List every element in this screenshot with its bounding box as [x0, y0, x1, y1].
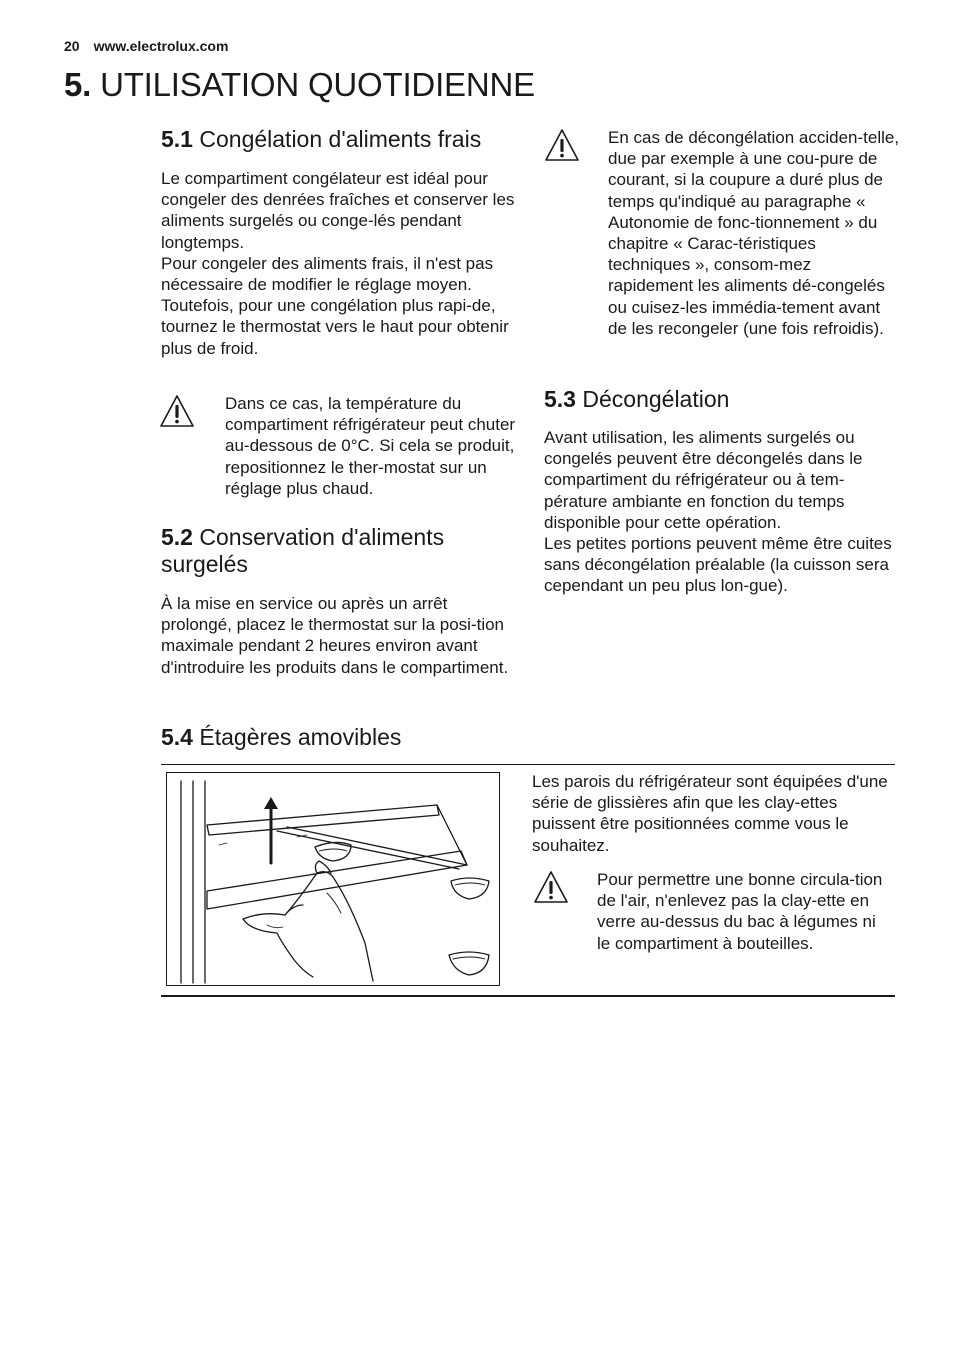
paragraph: Toutefois, pour une congélation plus rapi-de, tournez le thermostat vers le haut pour obtenir plus de froid. — [161, 296, 509, 358]
section-title: Étagères amovibles — [199, 724, 402, 750]
section-number: 5.2 — [161, 524, 193, 550]
section-title: Congélation d'aliments frais — [199, 126, 482, 152]
chapter-title-text: UTILISATION QUOTIDIENNE — [100, 66, 535, 103]
defrost-warning: En cas de décongélation acciden-telle, due par exemple à une cou-pure de courant, si la coupure a duré plus de temps qu'indiqué au paragraphe « Autonomie de fonc-tionnement » du chapitre « Carac-téristiques techniques », consom-mez rapidement les aliments dé-congelés ou cuisez-les immédia-tement avant de les recongeler (une fois refroidis). — [608, 128, 900, 338]
section-rule-bottom — [161, 995, 895, 997]
section-number: 5.3 — [544, 386, 576, 412]
shelf-illustration-svg — [167, 773, 499, 985]
section-rule-top — [161, 764, 895, 765]
warning-triangle-icon — [544, 128, 580, 162]
site-url: www.electrolux.com — [93, 38, 229, 54]
section-5-4-body: Les parois du réfrigérateur sont équipées d'une série de glissières afin que les clay-ettes puissent être positionnées comme vous le souhaitez. — [532, 772, 888, 855]
page-number: 20 — [64, 38, 80, 54]
section-5-2-heading — [161, 524, 501, 578]
warning-triangle-icon — [159, 394, 195, 428]
section-5-2-body: À la mise en service ou après un arrêt prolongé, placez le thermostat sur la posi-tion maximale pendant 2 heures environ avant d'introduire les produits dans le compartiment. — [161, 594, 509, 677]
section-number: 5.4 — [161, 724, 193, 750]
page-header — [64, 38, 228, 54]
chapter-title — [64, 66, 535, 104]
section-5-4-warning: Pour permettre une bonne circula-tion de l'air, n'enlevez pas la clay-ette en verre au-dessus du bac à légumes ni le compartiment à bouteilles. — [597, 870, 883, 953]
section-title-line-2: surgelés — [161, 551, 248, 577]
section-5-3-body — [544, 427, 900, 597]
section-title: Décongélation — [582, 386, 730, 412]
section-5-1-body — [161, 168, 515, 359]
paragraph: Les petites portions peuvent même être cuites sans décongélation préalable (la cuisson sera cependant un peu plus lon-gue). — [544, 534, 892, 596]
section-5-1-heading — [161, 126, 521, 153]
paragraph: Avant utilisation, les aliments surgelés ou congelés peuvent être décongelés dans le compartiment du réfrigérateur ou à tem-pérature ambiante en fonction du temps disponible pour cette opération. — [544, 428, 863, 532]
section-number: 5.1 — [161, 126, 193, 152]
warning-triangle-icon — [533, 870, 569, 904]
paragraph: Le compartiment congélateur est idéal pour congeler des denrées fraîches et conserver les aliments surgelés ou conge-lés pendant longtemps. — [161, 169, 515, 252]
section-5-1-warning: Dans ce cas, la température du compartiment réfrigérateur peut chuter au-dessous de 0°C. Si cela se produit, repositionnez le ther-mostat sur un réglage plus chaud. — [225, 394, 516, 498]
shelf-removal-illustration — [166, 772, 500, 986]
section-5-3-heading — [544, 386, 884, 413]
section-5-4-heading — [161, 724, 521, 751]
chapter-number: 5. — [64, 66, 92, 103]
paragraph: Pour congeler des aliments frais, il n'est pas nécessaire de modifier le réglage moyen. — [161, 253, 494, 295]
section-title: Conservation d'aliments — [199, 524, 445, 550]
